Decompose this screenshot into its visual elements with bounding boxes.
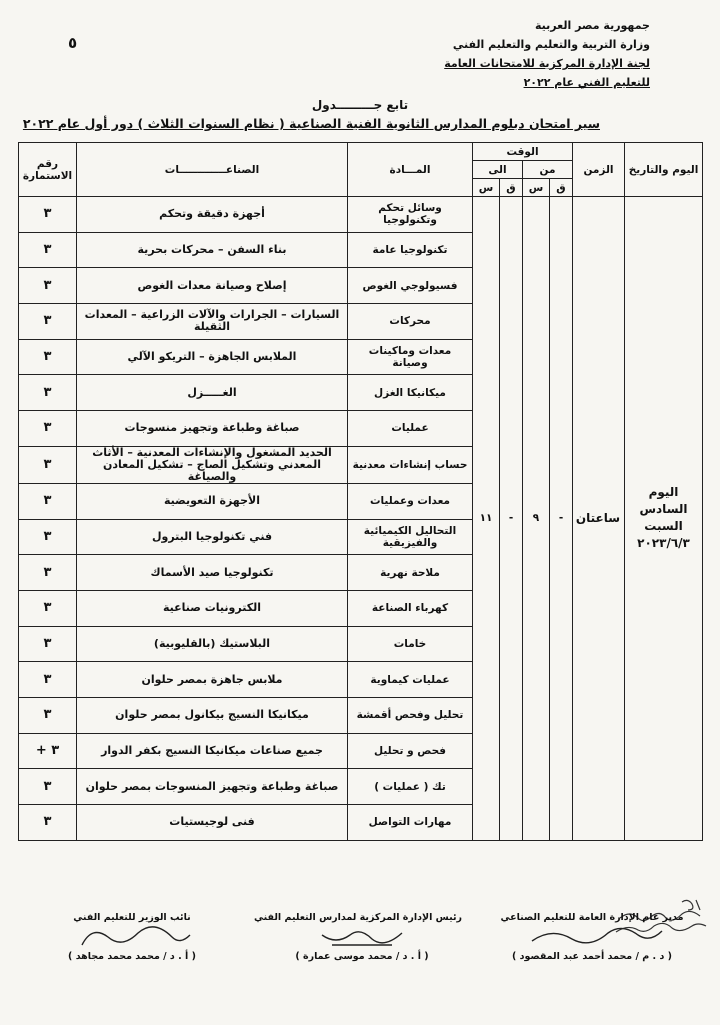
cell-industries: الحديد المشغول والإنشاءات المعدنية – الأثاث المعدني وتشكيل الصاج – تشكيل المعادن والصياغة [77,446,348,483]
signature-central-head [254,912,462,962]
header-from-minute: ق [550,179,573,197]
exam-schedule-table [18,142,703,841]
table-body [19,197,703,841]
header-industries: الصناعـــــــــــــات [77,143,348,197]
cell-industries: صباغة وطباعة وتجهيز المنسوجات بمصر حلوان [77,769,348,805]
signer-name: ( د . م / محمد أحمد عبد المقصود ) [512,951,672,962]
header-line-committee: لجنة الإدارة المركزية للامتحانات العامة [444,57,650,70]
signature-deputy-minister [32,912,232,962]
cell-from-hour: ٩ [523,197,550,841]
cell-from-minute: - [550,197,573,841]
cell-subject: التحاليل الكيميائية والفيزيقية [348,519,473,555]
cell-form-number: ٣ [19,304,77,340]
cell-subject: عمليات كيماوية [348,662,473,698]
cell-form-number: ٣ [19,197,77,233]
header-form-number: رقم الاستمارة [19,143,77,197]
cell-industries: بناء السفن – محركات بحرية [77,232,348,268]
signature-general-director [492,912,692,962]
signer-title: مدير عام الإدارة العامة للتعليم الصناعي [500,912,684,923]
table-header [19,143,703,197]
signature-scribble [32,923,232,951]
cell-form-number: ٣ [19,446,77,483]
cell-subject: مهارات التواصل [348,805,473,841]
cell-day-date: اليوم السادس السبت ٢٠٢٣/٦/٣ [625,197,703,841]
cell-subject: تك ( عمليات ) [348,769,473,805]
signature-scribble [262,923,462,951]
cell-subject: ملاحة نهرية [348,555,473,591]
cell-industries: البلاستيك (بالقليوبية) [77,626,348,662]
cell-industries: أجهزة دقيقة وتحكم [77,197,348,233]
cell-industries: تكنولوجيا صيد الأسماك [77,555,348,591]
page-number: ٥ [68,34,78,52]
header-line-ministry: وزارة التربية والتعليم والتعليم الفني [452,38,650,51]
cell-form-number: ٣ [19,483,77,519]
cell-form-number: ٣ [19,268,77,304]
header-line-country: جمهورية مصر العربية [535,19,650,32]
cell-form-number: ٣ [19,769,77,805]
cell-subject: تحليل وفحص أقمشة [348,697,473,733]
cell-form-number: ٣ [19,662,77,698]
cell-form-number: ٣ [19,519,77,555]
cell-industries: ميكانيكا النسيج بيكانول بمصر حلوان [77,697,348,733]
cell-industries: جميع صناعات ميكانيكا النسيج بكفر الدوار [77,733,348,769]
header-to-minute: ق [500,179,523,197]
header-line-year: للتعليم الفني عام ٢٠٢٢ [523,76,650,89]
ministry-header [390,16,650,92]
cell-form-number: ٣ [19,555,77,591]
cell-subject: كهرباء الصناعة [348,590,473,626]
cell-form-number: ٣ [19,411,77,447]
cell-form-number: ٣ [19,375,77,411]
cell-industries: الأجهزة التعويضية [77,483,348,519]
continuation-label: تابع جـــــــــدول [311,98,409,112]
signer-name: ( أ . د / محمد موسى عمارة ) [295,951,429,962]
cell-industries: الغـــــزل [77,375,348,411]
header-time: الوقت [473,143,573,161]
cell-subject: عمليات [348,411,473,447]
cell-industries: إصلاح وصيانة معدات الغوص [77,268,348,304]
cell-subject: معدات وعمليات [348,483,473,519]
cell-form-number: ٣ + [19,733,77,769]
cell-industries: فني تكنولوجيا البترول [77,519,348,555]
signature-block [24,912,700,972]
cell-subject: تكنولوجيا عامة [348,232,473,268]
signer-name: ( أ . د / محمد محمد مجاهد ) [68,951,196,962]
cell-industries: الكترونيات صناعية [77,590,348,626]
signature-scribble [492,923,692,951]
cell-duration: ساعتان [573,197,625,841]
document-title: سير امتحان دبلوم المدارس الثانوية الفنية الصناعية ( نظام السنوات الثلاث ) دور أول عام ٢٠٢٢ [22,116,600,131]
cell-form-number: ٣ [19,339,77,375]
cell-subject: محركات [348,304,473,340]
header-day-date: اليوم والتاريخ [625,143,703,197]
header-duration: الزمن [573,143,625,197]
cell-form-number: ٣ [19,232,77,268]
table-row [19,197,703,233]
cell-industries: فنى لوجيستيات [77,805,348,841]
cell-subject: حساب إنشاءات معدنية [348,446,473,483]
header-to: الى [473,161,523,179]
header-to-hour: س [473,179,500,197]
cell-subject: فحص و تحليل [348,733,473,769]
cell-to-minute: - [500,197,523,841]
cell-subject: ميكانيكا الغزل [348,375,473,411]
cell-industries: الملابس الجاهزة – التريكو الآلي [77,339,348,375]
cell-form-number: ٣ [19,626,77,662]
cell-subject: فسيولوجي الغوص [348,268,473,304]
cell-form-number: ٣ [19,590,77,626]
signer-title: رئيس الإدارة المركزية لمدارس التعليم الفني [254,912,462,923]
header-from: من [523,161,573,179]
signer-title: نائب الوزير للتعليم الفني [73,912,191,923]
cell-to-hour: ١١ [473,197,500,841]
cell-form-number: ٣ [19,805,77,841]
header-from-hour: س [523,179,550,197]
cell-industries: السيارات – الجرارات والآلات الزراعية – المعدات الثقيلة [77,304,348,340]
cell-subject: خامات [348,626,473,662]
cell-subject: وسائل تحكم وتكنولوجيا [348,197,473,233]
cell-industries: ملابس جاهزة بمصر حلوان [77,662,348,698]
header-subject: المـــادة [348,143,473,197]
cell-form-number: ٣ [19,697,77,733]
cell-subject: معدات وماكينات وصيانة [348,339,473,375]
cell-industries: صباغة وطباعة وتجهيز منسوجات [77,411,348,447]
